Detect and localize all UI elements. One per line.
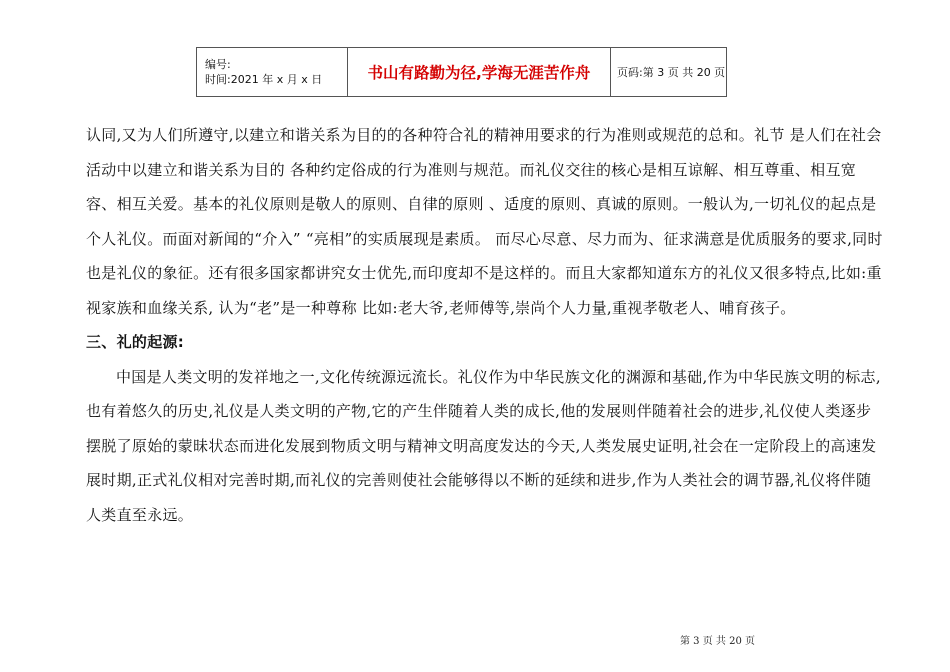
paragraph-1: 认同,又为人们所遵守,以建立和谐关系为目的的各种符合礼的精神用要求的行为准则或规范的总和。礼节 是人们在社会活动中以建立和谐关系为目的 各种约定俗成的行为准则与规范。而礼仪交往的核心是相互谅解、相互尊重、相互宽容、相互关爱。基本的礼仪原则是敬人的原则、自律的原则 、适度的原则、真诚的原则。一般认为,一切礼仪的起点是个人礼仪。而面对新闻的“介入” “亮相”的实质展现是素质。 而尽心尽意、尽力而为、征求满意是优质服务的要求,同时也是礼仪的象征。还有很多国家都讲究女士优先,而印度却不是这样的。而且大家都知道东方的礼仪又很多特点,比如:重视家族和血缘关系, 认为“老”是一种尊称 比如:老大爷,老师傅等,崇尚个人力量,重视孝敬老人、哺育孩子。	[86, 126, 883, 317]
document-header	[196, 47, 727, 97]
document-body	[86, 118, 886, 532]
header-meta	[197, 48, 348, 97]
id-label: 编号:	[205, 58, 231, 71]
header-page-info: 页码:第 3 页 共 20 页	[611, 48, 727, 97]
header-motto: 书山有路勤为径,学海无涯苦作舟	[348, 48, 611, 97]
time-label: 时间:2021 年 x 月 x 日	[205, 73, 323, 86]
page-footer: 第 3 页 共 20 页	[680, 636, 755, 647]
section-heading: 三、礼的起源:	[86, 333, 185, 351]
paragraph-2: 中国是人类文明的发祥地之一,文化传统源远流长。礼仪作为中华民族文化的渊源和基础,作为中华民族文明的标志,也有着悠久的历史,礼仪是人类文明的产物,它的产生伴随着人类的成长,他的发展则伴随着社会的进步,礼仪使人类逐步摆脱了原始的蒙昧状态而进化发展到物质文明与精神文明高度发达的今天,人类发展史证明,社会在一定阶段上的高速发展时期,正式礼仪相对完善时期,而礼仪的完善则使社会能够得以不断的延续和进步,作为人类社会的调节器,礼仪将伴随人类直至永远。	[86, 367, 881, 524]
